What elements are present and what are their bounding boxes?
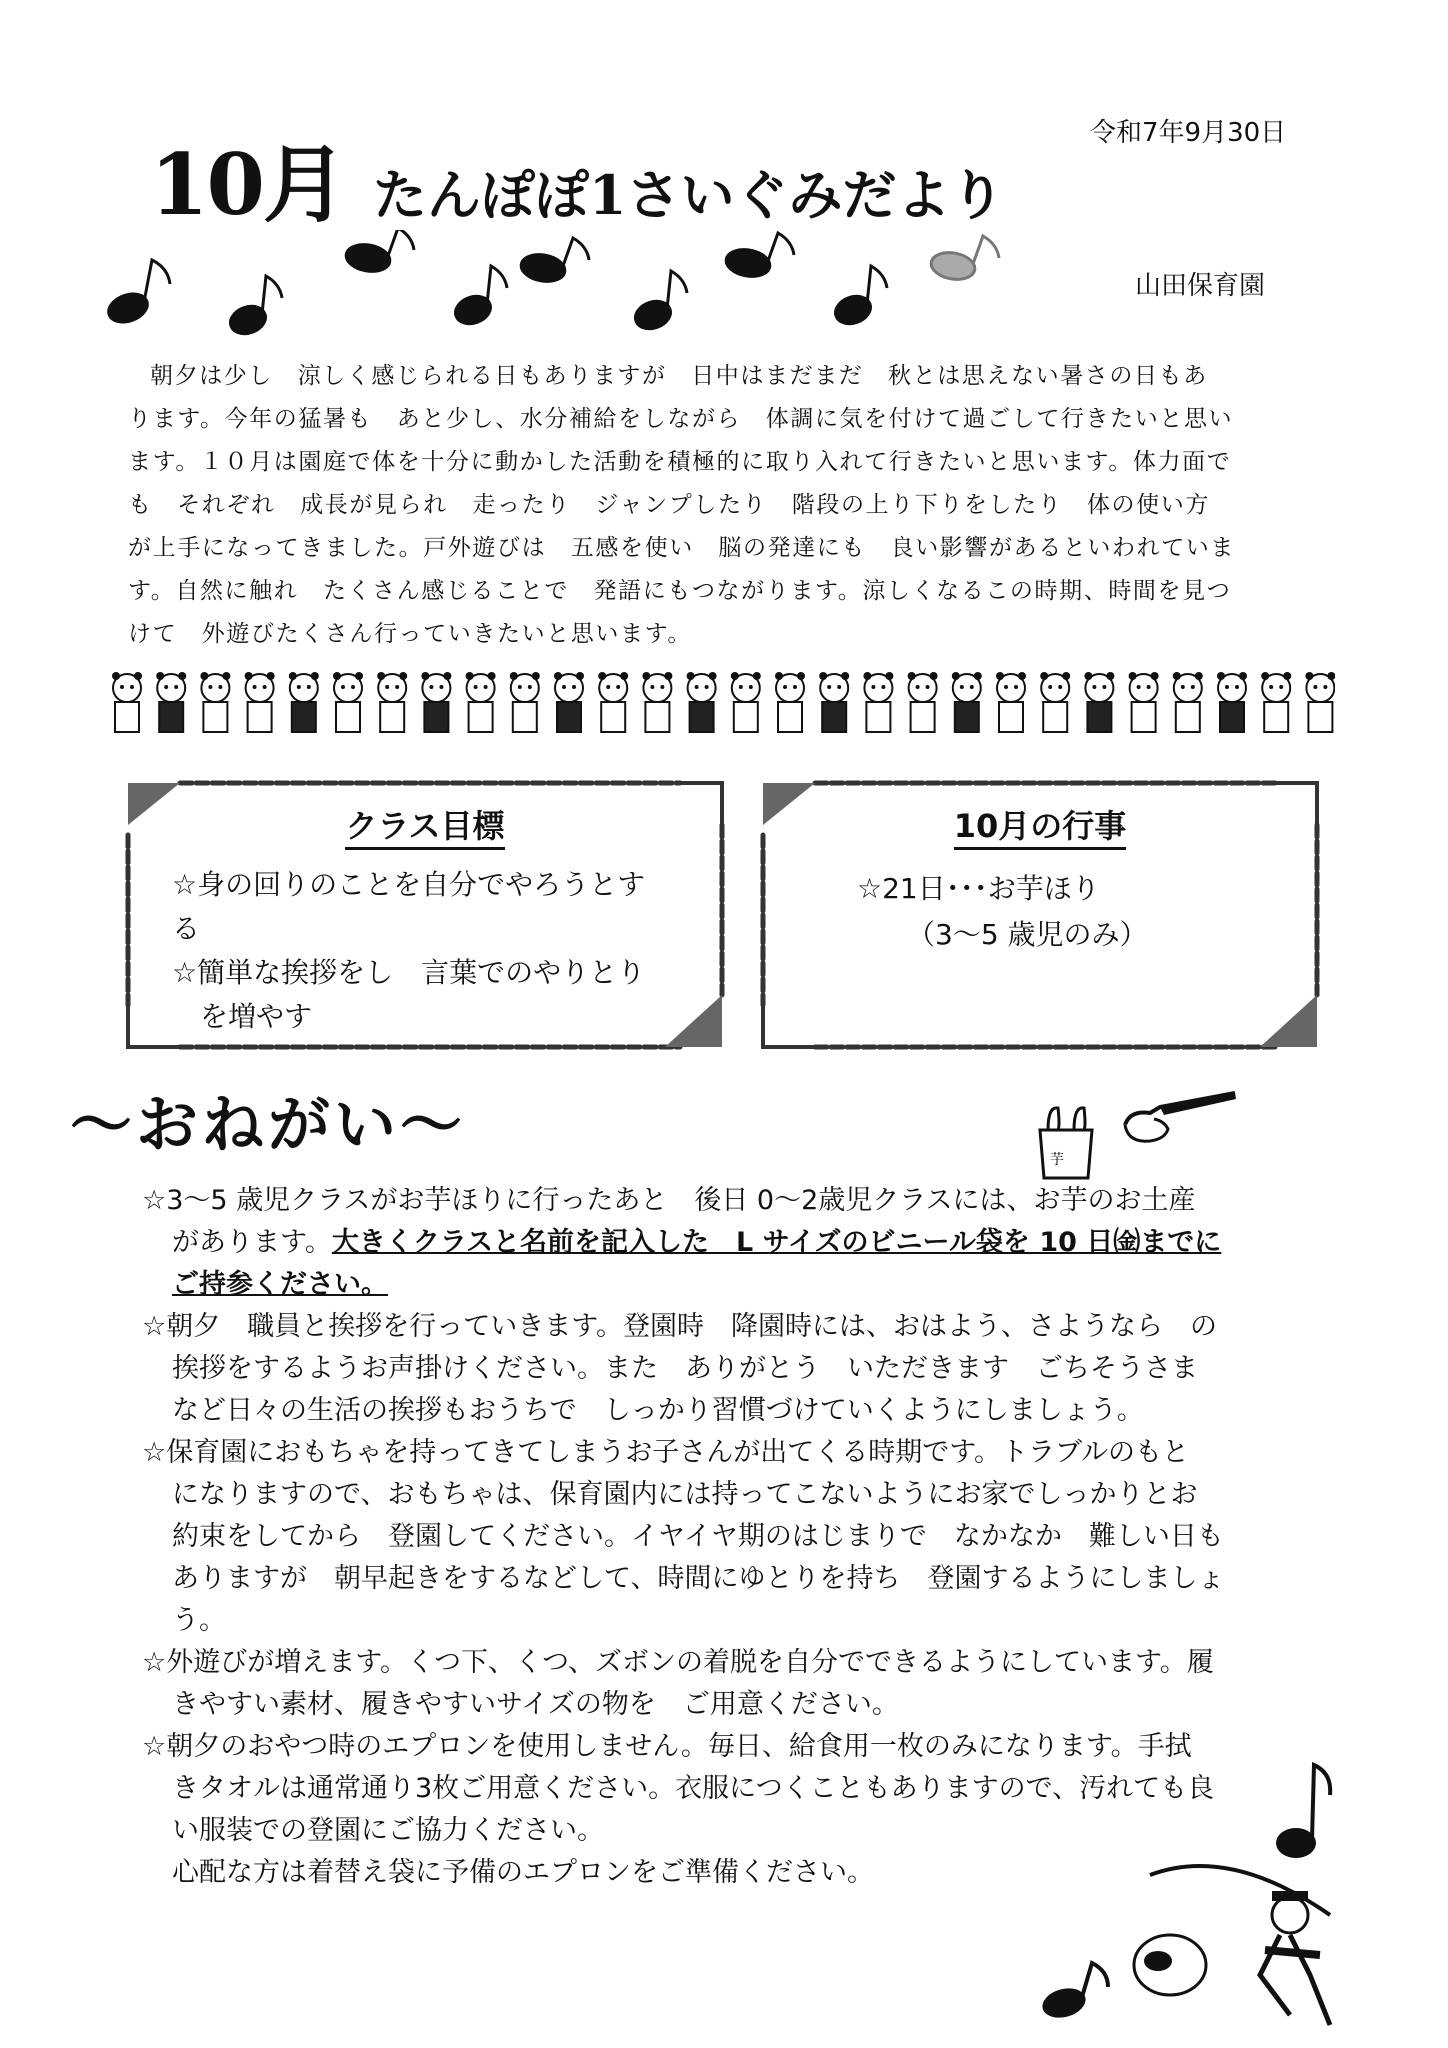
- music-notes-decoration: [100, 230, 1020, 340]
- bag-icon: [1030, 1100, 1100, 1180]
- intro-line: けて 外遊びたくさん行っていきたいと思います。: [128, 621, 692, 647]
- bear-icon: [1129, 672, 1159, 732]
- bear-icon: [1305, 672, 1335, 732]
- intro-line: ります。今年の猛暑も あと少し、水分補給をしながら 体調に気を付けて過ごして行きたいと思い: [128, 406, 1234, 432]
- onegai-heading: ～おねがい～: [70, 1088, 467, 1161]
- bear-icon: [200, 672, 230, 732]
- character-illustration: [1090, 1855, 1350, 2035]
- intro-line: ます。１０月は園庭で体を十分に動かした活動を積極的に取り入れて行きたいと思います。体力面で: [128, 449, 1232, 475]
- bear-icon: [819, 672, 849, 732]
- request-item: ☆朝夕のおやつ時のエプロンを使用しません。毎日、給食用一枚のみになります。手拭 きタオルは通常通り3枚ご用意ください。衣服につくこともありますので、汚れても良 い服装での登園にご協力ください。 心配な方は着替え袋に予備のエプロンをご準備ください。: [142, 1731, 1215, 1888]
- events-title: 10月の行事: [755, 801, 1325, 847]
- bear-icon: [775, 672, 805, 732]
- newsletter-title: [150, 118, 1004, 239]
- class-goals-box: [120, 775, 730, 1055]
- title-main: たんぽぽ1さいぐみだより: [372, 163, 1005, 227]
- request-item: ☆朝夕 職員と挨拶を行っていきます。登園時 降園時には、おはよう、さようなら の 挨拶をするようお声掛けください。また ありがとう いただきます ごちそうさま など日々の生活の挨拶もおうちで しっかり習慣づけていくようにしましょう。: [142, 1311, 1218, 1426]
- request-item: ☆外遊びが増えます。くつ下、くつ、ズボンの着脱を自分でできるようにしています。履 きやすい素材、履きやすいサイズの物を ご用意ください。: [142, 1647, 1214, 1720]
- bear-icon: [1261, 672, 1291, 732]
- class-goal-1: ☆身の回りのことを自分でやろうとす る: [172, 868, 646, 945]
- bear-row-decoration: [95, 668, 1335, 738]
- request-item: ☆保育園におもちゃを持ってきてしまうお子さんが出てくる時期です。トラブルのもと になりますので、おもちゃは、保育園内には持ってこないようにお家でしっかりとお 約束をしてから 登園してください。イヤイヤ期のはじまりで なかなか 難しい日も ありますが 朝早起きをするなどして、時間にゆとりを持ち 登園するようにしましょ う。: [142, 1437, 1225, 1636]
- bear-icon: [466, 672, 496, 732]
- bear-icon: [952, 672, 982, 732]
- music-note-icon: [227, 276, 282, 338]
- intro-line: が上手になってきました。戸外遊びは 五感を使い 脳の発達にも 良い影響があるといわれていま: [128, 535, 1235, 561]
- bear-icon: [598, 672, 628, 732]
- bear-icon: [421, 672, 451, 732]
- school-name: 山田保育園: [1135, 271, 1266, 301]
- bear-icon: [731, 672, 761, 732]
- music-note-icon: [632, 271, 687, 333]
- bear-icon: [1040, 672, 1070, 732]
- music-note-icon: [929, 236, 999, 283]
- bear-icon: [687, 672, 717, 732]
- svg-text:芋: 芋: [1050, 1152, 1064, 1168]
- music-note-icon: [452, 266, 507, 328]
- music-note-icon: [344, 230, 414, 275]
- bear-icon: [554, 672, 584, 732]
- title-month: 10月: [150, 135, 345, 234]
- intro-line: 朝夕は少し 涼しく感じられる日もありますが 日中はまだまだ 秋とは思えない暑さの日もあ: [150, 363, 1208, 389]
- events-box: [755, 775, 1325, 1055]
- pointing-hand-icon: [1120, 1085, 1240, 1155]
- class-goals-title: クラス目標: [120, 801, 730, 847]
- music-note-icon: [1040, 1955, 1120, 2025]
- intro-line: す。自然に触れ たくさん感じることで 発語にもつながります。涼しくなるこの時期、時間を見つ: [128, 578, 1232, 604]
- bear-icon: [1084, 672, 1114, 732]
- event-item: ☆21日･･･お芋ほり: [857, 872, 1100, 905]
- bear-icon: [510, 672, 540, 732]
- bear-icon: [1217, 672, 1247, 732]
- request-item: ☆3～5 歳児クラスがお芋ほりに行ったあと 後日 0～2歳児クラスには、お芋のお土産 があります。大きくクラスと名前を記入した L サイズのビニール袋を 10 日㈮までに ご持参ください。: [142, 1185, 1222, 1300]
- bear-icon: [289, 672, 319, 732]
- issue-date: 令和7年9月30日: [1090, 118, 1287, 148]
- bear-icon: [156, 672, 186, 732]
- bear-icon: [245, 672, 275, 732]
- requests-list: [142, 1180, 1282, 1894]
- music-note-icon: [519, 238, 589, 285]
- bear-icon: [908, 672, 938, 732]
- music-note-icon: [1270, 1755, 1340, 1865]
- bear-icon: [377, 672, 407, 732]
- music-note-icon: [105, 260, 170, 327]
- music-note-icon: [724, 233, 794, 280]
- music-note-icon: [832, 266, 887, 328]
- bear-icon: [112, 672, 142, 732]
- bear-icon: [996, 672, 1026, 732]
- bear-icon: [1173, 672, 1203, 732]
- event-item-note: （3～5 歳児のみ）: [907, 918, 1148, 951]
- class-goal-2: ☆簡単な挨拶をし 言葉でのやりとり を増やす: [172, 956, 646, 1033]
- intro-paragraph: [128, 355, 1310, 656]
- bear-icon: [333, 672, 363, 732]
- bear-icon: [642, 672, 672, 732]
- intro-line: も それぞれ 成長が見られ 走ったり ジャンプしたり 階段の上り下りをしたり 体の使い方: [128, 492, 1210, 518]
- bear-icon: [863, 672, 893, 732]
